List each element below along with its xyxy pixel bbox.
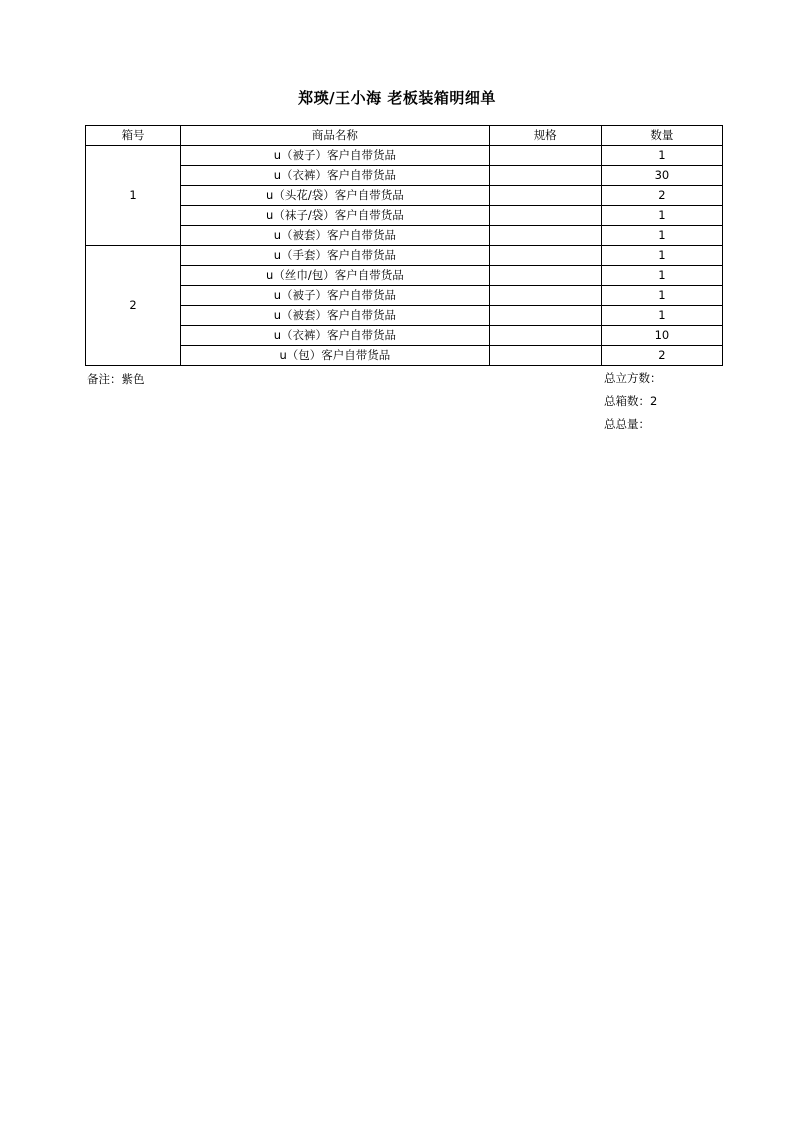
total-volume-label: 总立方数： (604, 371, 662, 385)
product-name-cell: u（被子）客户自带货品 (181, 146, 489, 166)
product-name-cell: u（衣裤）客户自带货品 (181, 326, 489, 346)
total-boxes-label: 总箱数：2 (604, 394, 658, 408)
quantity-cell: 1 (601, 206, 722, 226)
quantity-cell: 10 (601, 326, 722, 346)
spec-cell (489, 186, 601, 206)
spec-cell (489, 286, 601, 306)
quantity-cell: 2 (601, 186, 722, 206)
totals-summary (604, 367, 662, 436)
header-product-name: 商品名称 (181, 126, 489, 146)
product-name-cell: u（手套）客户自带货品 (181, 246, 489, 266)
spec-cell (489, 206, 601, 226)
table-row (86, 186, 723, 206)
header-spec: 规格 (489, 126, 601, 146)
quantity-cell: 1 (601, 246, 722, 266)
spec-cell (489, 146, 601, 166)
box-number-cell: 1 (86, 146, 181, 246)
header-quantity: 数量 (601, 126, 722, 146)
table-row (86, 346, 723, 366)
spec-cell (489, 326, 601, 346)
product-name-cell: u（头花/袋）客户自带货品 (181, 186, 489, 206)
spec-cell (489, 226, 601, 246)
document-title: 郑瑛/王小海 老板装箱明细单 (298, 89, 496, 107)
product-name-cell: u（被子）客户自带货品 (181, 286, 489, 306)
quantity-cell: 2 (601, 346, 722, 366)
table-row (86, 206, 723, 226)
quantity-cell: 1 (601, 146, 722, 166)
quantity-cell: 1 (601, 226, 722, 246)
table-header-row (86, 126, 723, 146)
table-row (86, 246, 723, 266)
table-row (86, 166, 723, 186)
table-row (86, 286, 723, 306)
quantity-cell: 1 (601, 286, 722, 306)
product-name-cell: u（包）客户自带货品 (181, 346, 489, 366)
product-name-cell: u（被套）客户自带货品 (181, 226, 489, 246)
spec-cell (489, 306, 601, 326)
total-weight-label: 总总量： (604, 417, 650, 431)
table-row (86, 326, 723, 346)
table-row (86, 306, 723, 326)
packing-list-table (85, 125, 723, 366)
table-row (86, 146, 723, 166)
table-row (86, 226, 723, 246)
box-number-cell: 2 (86, 246, 181, 366)
spec-cell (489, 166, 601, 186)
product-name-cell: u（丝巾/包）客户自带货品 (181, 266, 489, 286)
spec-cell (489, 246, 601, 266)
spec-cell (489, 346, 601, 366)
product-name-cell: u（衣裤）客户自带货品 (181, 166, 489, 186)
table-row (86, 266, 723, 286)
quantity-cell: 1 (601, 306, 722, 326)
quantity-cell: 30 (601, 166, 722, 186)
product-name-cell: u（被套）客户自带货品 (181, 306, 489, 326)
remark-note: 备注：紫色 (87, 372, 145, 386)
spec-cell (489, 266, 601, 286)
quantity-cell: 1 (601, 266, 722, 286)
product-name-cell: u（袜子/袋）客户自带货品 (181, 206, 489, 226)
header-box-no: 箱号 (86, 126, 181, 146)
